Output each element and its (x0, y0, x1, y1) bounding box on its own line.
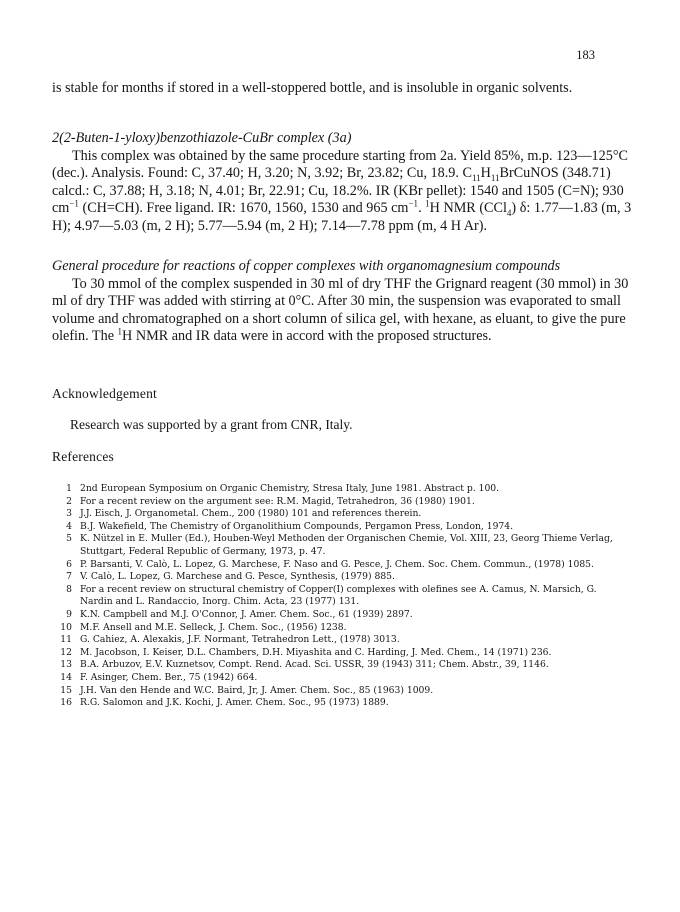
nmr-sup-b: 1 (117, 326, 123, 337)
formula-h: H (480, 165, 491, 181)
reference-number: 3 (66, 508, 72, 520)
complex-text-a: This complex was obtained by the same procedure starting from 2a. Yield 85%, m.p. 123—125°C (dec.). Analysis. Found: C, 37.40; H, 3.20; N, 3.92; Br, 23.82; Cu, 18.9. C (52, 147, 628, 181)
unit-sup-a: −1 (69, 198, 79, 209)
page-number: 183 (576, 48, 595, 62)
reference-item (56, 697, 616, 710)
reference-text: R.G. Salomon and J.K. Kochi, J. Amer. Chem. Soc., 95 (1973) 1889. (80, 697, 389, 709)
reference-list (56, 483, 616, 710)
reference-text: K.N. Campbell and M.J. O'Connor, J. Amer. Chem. Soc., 61 (1939) 2897. (80, 608, 413, 620)
general-paragraph (52, 276, 634, 346)
reference-number: 8 (66, 583, 72, 595)
reference-item (56, 622, 616, 635)
complex-section (52, 130, 634, 235)
complex-text-b: BrCuNOS (348.71) calcd.: C, 37.88; H, 3.18; N, 4.01; Br, 22.91; Cu, 18.2%. IR (KBr pellet): 1540 and 1505 (C=N); 930 cm (52, 165, 624, 216)
reference-number: 11 (60, 634, 72, 646)
reference-number: 15 (60, 684, 72, 696)
complex-text-e: H NMR (CCl (429, 200, 507, 216)
reference-item (56, 609, 616, 622)
formula-h-sub: 11 (490, 172, 500, 183)
reference-item (56, 634, 616, 647)
reference-number: 4 (66, 520, 72, 532)
reference-number: 7 (66, 571, 72, 583)
reference-text: P. Barsanti, V. Calò, L. Lopez, G. Marchese, F. Naso and G. Pesce, J. Chem. Soc. Chem. Commun., (1978) 1085. (80, 558, 594, 570)
reference-text: K. Nützel in E. Muller (Ed.), Houben-Weyl Methoden der Organischen Chemie, Vol. XIII, 23, Georg Thieme Verlag, Stuttgart, Federal Republic of Germany, 1973, p. 47. (80, 533, 613, 557)
reference-number: 1 (66, 483, 72, 494)
reference-item (56, 672, 616, 685)
reference-number: 10 (60, 621, 72, 633)
intro-text: is stable for months if stored in a well-stoppered bottle, and is insoluble in organic solvents. (52, 80, 573, 96)
intro-paragraph (52, 80, 634, 98)
reference-text: B.J. Wakefield, The Chemistry of Organolithium Compounds, Pergamon Press, London, 1974. (80, 520, 514, 532)
reference-number: 5 (66, 533, 72, 545)
reference-number: 13 (60, 659, 72, 671)
reference-text: V. Calò, L. Lopez, G. Marchese and G. Pesce, Synthesis, (1979) 885. (80, 571, 395, 583)
general-procedure-section (52, 258, 634, 346)
reference-item (56, 533, 616, 558)
reference-number: 9 (66, 608, 72, 620)
reference-item (56, 647, 616, 660)
references-heading: References (52, 449, 114, 464)
reference-number: 16 (60, 697, 72, 709)
complex-text-d: . (418, 200, 426, 216)
reference-text: For a recent review on the argument see: R.M. Magid, Tetrahedron, 36 (1980) 1901. (80, 495, 475, 507)
reference-item (56, 483, 616, 496)
reference-number: 6 (66, 558, 72, 570)
general-text-a: To 30 mmol of the complex suspended in 30 ml of dry THF the Grignard reagent (30 mmol) in 30 ml of dry THF was added with stirring at 0°C. After 30 min, the suspension was evaporated to small volume and chromatographed on a short column of silica gel, with hexane, as eluant, to give the pure olefin. The (52, 275, 629, 344)
complex-text-c: (CH=CH). Free ligand. IR: 1670, 1560, 1530 and 965 cm (78, 200, 409, 216)
general-text-b: H NMR and IR data were in accord with the proposed structures. (122, 328, 492, 344)
nmr-sup-a: 1 (425, 198, 430, 209)
formula-c-sub: 11 (471, 172, 481, 183)
complex-heading: 2(2-Buten-1-yloxy)benzothiazole-CuBr complex (3a) (52, 130, 352, 146)
ccl-sub: 4 (506, 207, 512, 218)
reference-text: For a recent review on structural chemistry of Copper(I) complexes with olefines see A. Camus, N. Marsich, G. Nardin and L. Randaccio, Inorg. Chim. Acta, 23 (1977) 131. (80, 583, 597, 608)
reference-item (56, 559, 616, 572)
reference-text: G. Cahiez, A. Alexakis, J.F. Normant, Tetrahedron Lett., (1978) 3013. (80, 634, 400, 646)
general-heading: General procedure for reactions of copper complexes with organomagnesium compounds (52, 258, 561, 274)
reference-item (56, 571, 616, 584)
complex-paragraph (52, 148, 634, 236)
reference-number: 12 (60, 646, 72, 658)
reference-text: B.A. Arbuzov, E.V. Kuznetsov, Compt. Rend. Acad. Sci. USSR, 39 (1943) 311; Chem. Abstr., 39, 1146. (80, 659, 549, 671)
reference-text: J.H. Van den Hende and W.C. Baird, Jr, J. Amer. Chem. Soc., 85 (1963) 1009. (80, 684, 434, 696)
reference-item (56, 508, 616, 521)
reference-number: 2 (66, 495, 72, 507)
acknowledgement-text: Research was supported by a grant from CNR, Italy. (70, 417, 353, 432)
unit-sup-b: −1 (408, 198, 419, 209)
reference-item (56, 659, 616, 672)
reference-item (56, 685, 616, 698)
reference-text: M. Jacobson, I. Keiser, D.L. Chambers, D.H. Miyashita and C. Harding, J. Med. Chem., 14 (1971) 236. (80, 646, 552, 658)
reference-item (56, 496, 616, 509)
reference-item (56, 521, 616, 534)
reference-number: 14 (60, 671, 72, 683)
reference-text: 2nd European Symposium on Organic Chemistry, Stresa Italy, June 1981. Abstract p. 100. (80, 483, 500, 494)
complex-text-f: ) δ: 1.77—1.83 (m, 3 H); 4.97—5.03 (m, 2 H); 5.77—5.94 (m, 2 H); 7.14—7.78 ppm (m, 4 H Ar). (52, 200, 632, 234)
acknowledgement-heading: Acknowledgement (52, 386, 157, 401)
reference-item (56, 584, 616, 609)
reference-text: M.F. Ansell and M.E. Selleck, J. Chem. Soc., (1956) 1238. (80, 621, 347, 633)
reference-text: J.J. Eisch, J. Organometal. Chem., 200 (1980) 101 and references therein. (80, 508, 422, 520)
reference-text: F. Asinger, Chem. Ber., 75 (1942) 664. (80, 671, 258, 683)
